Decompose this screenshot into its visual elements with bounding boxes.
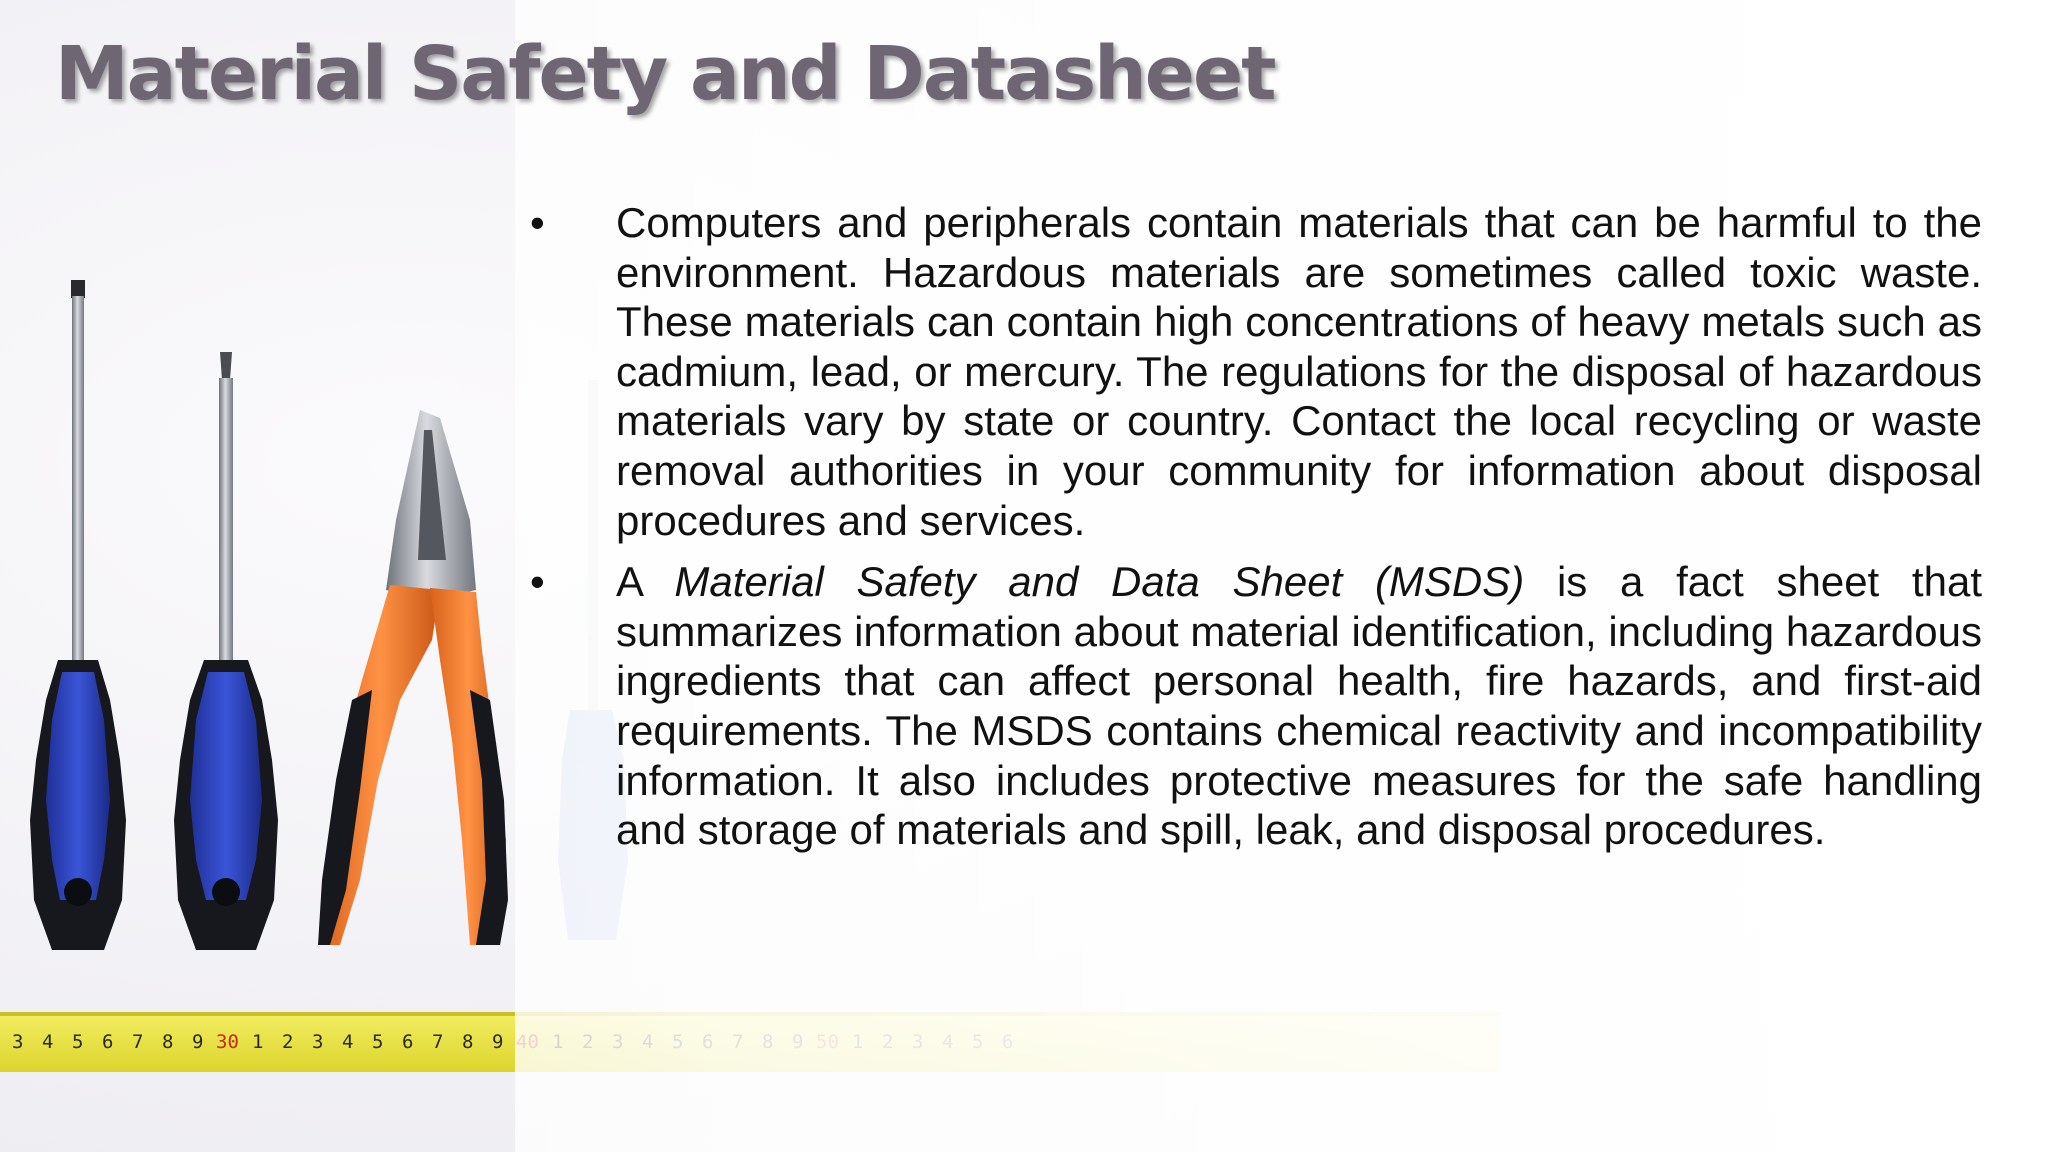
svg-text:9: 9 (492, 1031, 504, 1053)
paragraph-msds-rest: is a fact sheet that summarizes information about material identification, including hazardous ingredients that can affect personal health, fire hazards, and first-aid requirements. The MSDS contains chemical reactivity and incompatibility information. It also includes protective measures for the safe handling and storage of materials and spill, leak, and disposal procedures. (616, 558, 1982, 854)
svg-text:7: 7 (432, 1031, 444, 1053)
svg-text:4: 4 (42, 1031, 54, 1053)
bullet-marker: • (530, 558, 545, 606)
paragraph-msds-lead: A (616, 558, 675, 606)
svg-text:5: 5 (372, 1031, 384, 1053)
paragraph-msds (616, 558, 1982, 853)
svg-text:3: 3 (312, 1031, 324, 1053)
svg-text:1: 1 (252, 1031, 264, 1053)
msds-term: Material Safety and Data Sheet (MSDS) (674, 558, 1525, 606)
svg-text:9: 9 (192, 1031, 204, 1053)
svg-text:3: 3 (12, 1031, 24, 1053)
svg-text:8: 8 (162, 1031, 174, 1053)
bullet-item-msds (530, 557, 1982, 855)
svg-text:30: 30 (216, 1031, 239, 1053)
svg-text:4: 4 (342, 1031, 354, 1053)
svg-text:2: 2 (282, 1031, 294, 1053)
bullet-list (530, 198, 1982, 867)
svg-text:6: 6 (402, 1031, 414, 1053)
bullet-item-hazardous-materials (530, 198, 1982, 545)
svg-text:6: 6 (102, 1031, 114, 1053)
svg-text:7: 7 (132, 1031, 144, 1053)
bullet-marker: • (530, 199, 545, 246)
right-margin (1985, 0, 2048, 1152)
svg-text:5: 5 (72, 1031, 84, 1053)
slide-title: Material Safety and Datasheet (55, 31, 1275, 117)
paragraph-hazardous-materials: Computers and peripherals contain materials that can be harmful to the environment. Hazardous materials are sometimes called toxic waste. These materials can contain high concentrations of heavy metals such as cadmium, lead, or mercury. The regulations for the disposal of hazardous materials vary by state or country. Contact the local recycling or waste removal authorities in your community for information about disposal procedures and services. (616, 199, 1982, 544)
svg-text:8: 8 (462, 1031, 474, 1053)
